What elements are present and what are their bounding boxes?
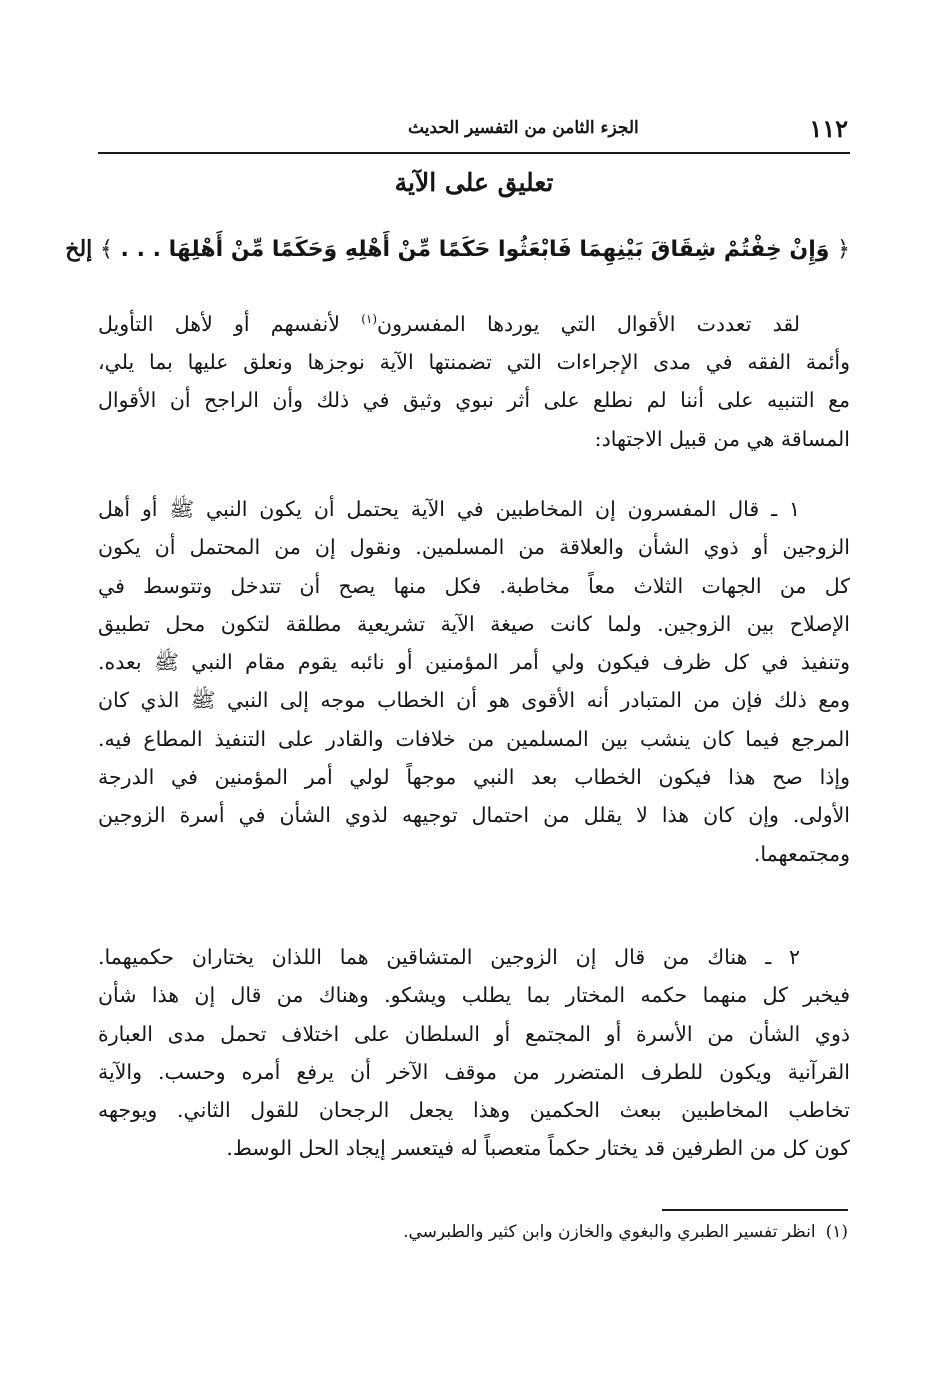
paragraph-line: ١ ـ قال المفسرون إن المخاطبين في الآية يحتمل أن يكون النبي ﷺ أو أهل	[98, 497, 800, 521]
verse-text: وَإِنْ خِفْتُمْ شِقَاقَ بَيْنِهِمَا فَابْعَثُوا حَكَمًا مِّنْ أَهْلِهِ وَحَكَمًا مِّنْ أَهْلِهَا . . .	[120, 237, 830, 262]
paragraph-line: كل من الجهات الثلاث معاً مخاطبة. فكل منها يصح أن تتدخل وتتوسط في	[98, 573, 850, 598]
paragraph-line: ومع ذلك فإن من المتبادر أنه الأقوى هو أن الخطاب موجه إلى النبي ﷺ الذي كان	[98, 688, 850, 713]
paragraph-intro	[98, 300, 850, 458]
quran-verse	[65, 236, 850, 276]
footnote	[403, 1222, 848, 1242]
paragraph-line: الأولى. وإن كان هذا لا يقلل من احتمال توجيهه لذوي الشأن في أسرة الزوجين	[98, 803, 850, 828]
paragraph-line	[98, 300, 850, 343]
header-rule	[98, 152, 850, 154]
paragraph-line: مع التنبيه على أننا لم نطلع على أثر نبوي وثيق في ذلك وأن الراجح أن الأقوال	[98, 388, 850, 413]
line-text: لقد تعددت الأقوال التي يوردها المفسرون	[377, 311, 801, 336]
line-text: لأنفسهم أو لأهل التأويل	[98, 311, 340, 336]
paragraph-line: وتنفيذ في كل ظرف فيكون ولي أمر المؤمنين أو نائبه يقوم مقام النبي ﷺ بعده.	[98, 650, 850, 675]
paragraph-line: ٢ ـ هناك من قال إن الزوجين المتشاقين هما اللذان يختاران حكميهما.	[98, 945, 800, 969]
verse-open-ornament: ﴿	[837, 237, 850, 262]
verse-suffix: إلخ	[65, 236, 93, 262]
verse-close-ornament: ﴾	[99, 237, 113, 262]
page-number: ١١٢	[809, 114, 848, 143]
footnote-rule	[662, 1209, 848, 1211]
paragraph-point-1	[98, 490, 850, 873]
paragraph-line: وأئمة الفقه في مدى الإجراءات التي تضمنتها الآية نوجزها ونعلق عليها بما يلي،	[98, 350, 850, 375]
footnote-marker: (١)	[825, 1222, 848, 1242]
paragraph-line: كون كل من الطرفين قد يختار حكماً متعصباً له فيتعسر إيجاد الحل الوسط.	[226, 1136, 850, 1161]
running-header	[98, 110, 850, 154]
paragraph-line: ومجتمعهما.	[753, 841, 850, 866]
paragraph-point-2	[98, 938, 850, 1168]
section-title: تعليق على الآية	[394, 168, 554, 197]
footnote-text: انظر تفسير الطبري والبغوي والخازن وابن كثير والطبرسي.	[403, 1222, 816, 1242]
paragraph-line: الإصلاح بين الزوجين. ولما كانت صيغة الآية تشريعية مطلقة لتكون محل تطبيق	[98, 611, 850, 636]
footnote-ref[interactable]: (١)	[361, 312, 378, 326]
paragraph-line: القرآنية ويكون للطرف المتضرر من موقف الآخر أن يرفع أمره وحسب. والآية	[98, 1059, 850, 1084]
paragraph-line: تخاطب المخاطبين ببعث الحكمين وهذا يجعل الرجحان للقول الثاني. ويوجهه	[98, 1098, 850, 1123]
paragraph-line: المرجع فيما كان ينشب بين المسلمين من خلافات والقادر على التنفيذ المطاع فيه.	[98, 726, 850, 751]
paragraph-line: فيخبر كل منهما حكمه المختار بما يطلب ويشكو. وهناك من قال إن هذا شأن	[98, 983, 850, 1008]
paragraph-line: ذوي الشأن من الأسرة أو المجتمع أو السلطان على اختلاف تحمل مدى العبارة	[98, 1021, 850, 1046]
paragraph-line: وإذا صح هذا فيكون الخطاب بعد النبي موجهاً لولي أمر المؤمنين في الدرجة	[98, 765, 850, 790]
paragraph-line: الزوجين أو ذوي الشأن والعلاقة من المسلمين. ونقول إن من المحتمل أن يكون	[98, 535, 850, 560]
paragraph-line: المساقة هي من قبيل الاجتهاد:	[594, 426, 850, 451]
running-title: الجزء الثامن من التفسير الحديث	[408, 118, 639, 138]
